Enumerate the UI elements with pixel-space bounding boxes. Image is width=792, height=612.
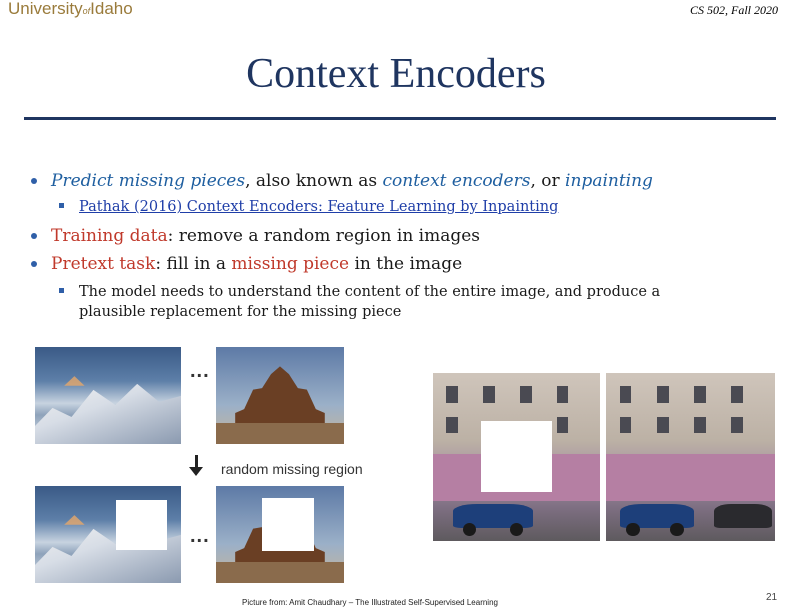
shopfront [606, 454, 775, 501]
mountain-image-masked [35, 486, 181, 583]
logo-word-idaho: Idaho [90, 0, 133, 18]
emphasis-inpainting: inpainting [565, 171, 653, 191]
missing-region [262, 498, 314, 551]
course-label: CS 502, Fall 2020 [689, 3, 778, 17]
window [520, 386, 532, 403]
window [557, 386, 569, 403]
emphasis-context-encoders: context encoders [382, 171, 531, 191]
temple-image-masked [216, 486, 344, 583]
window [557, 417, 569, 434]
random-missing-region-label: random missing region [221, 461, 363, 477]
car-tire [510, 523, 523, 536]
window [446, 417, 458, 434]
bullet-dot [31, 233, 37, 239]
window [620, 417, 632, 434]
window [446, 386, 458, 403]
window [731, 417, 743, 434]
bullet-text: : fill in a [155, 254, 232, 274]
bullet-text: , or [530, 171, 566, 191]
label-pretext-task: Pretext task [51, 254, 156, 274]
logo-word-of: of [82, 6, 91, 16]
paper-link[interactable]: Pathak (2016) Context Encoders: Feature Learning by Inpainting [79, 199, 559, 215]
sub-bullet-square [59, 288, 64, 293]
university-logo [8, 0, 133, 19]
bullet-text: : remove a random region in images [167, 226, 481, 246]
explanation-text: The model needs to understand the content of the entire image, and produce a plausible replacement for the missing piece [79, 284, 661, 320]
page-number: 21 [766, 592, 778, 603]
window [694, 417, 706, 434]
ellipsis-top: ... [190, 360, 210, 382]
bullet-text: , also known as [245, 171, 383, 191]
window [657, 386, 669, 403]
sub-bullet-explanation [79, 282, 719, 322]
bullet-pretext-task [51, 254, 462, 274]
mountain-shape [35, 384, 181, 444]
car-tire [626, 523, 640, 536]
bullet-dot [31, 178, 37, 184]
slide-title: Context Encoders [246, 51, 546, 97]
emphasis-predict-missing: Predict missing pieces [51, 171, 246, 191]
street-image-masked [433, 373, 600, 541]
mountain-image [35, 347, 181, 444]
window [483, 386, 495, 403]
car-tire [463, 523, 476, 536]
logo-word-university: University [8, 0, 83, 18]
car-tire [670, 523, 684, 536]
emphasis-missing-piece: missing piece [231, 254, 350, 274]
bullet-training-data [51, 226, 480, 246]
temple-ground [216, 562, 344, 583]
sub-bullet-reference [79, 197, 558, 217]
ellipsis-bottom: ... [190, 525, 210, 547]
window [731, 386, 743, 403]
missing-region [116, 500, 167, 550]
label-training-data: Training data [51, 226, 168, 246]
picture-credit: Picture from: Amit Chaudhary – The Illustrated Self-Supervised Learning [242, 598, 498, 607]
sub-bullet-square [59, 203, 64, 208]
temple-image [216, 347, 344, 444]
bullet-dot [31, 261, 37, 267]
mountain-glow [64, 376, 84, 386]
window [657, 417, 669, 434]
bullet-context-encoders [51, 171, 653, 191]
street-image-inpainted [606, 373, 775, 541]
bullet-text: in the image [349, 254, 463, 274]
down-arrow-head-icon [189, 467, 203, 476]
mountain-glow [64, 515, 84, 525]
window [694, 386, 706, 403]
title-divider [24, 117, 776, 120]
missing-region [481, 421, 552, 492]
window [620, 386, 632, 403]
temple-ground [216, 423, 344, 444]
car [714, 504, 771, 528]
